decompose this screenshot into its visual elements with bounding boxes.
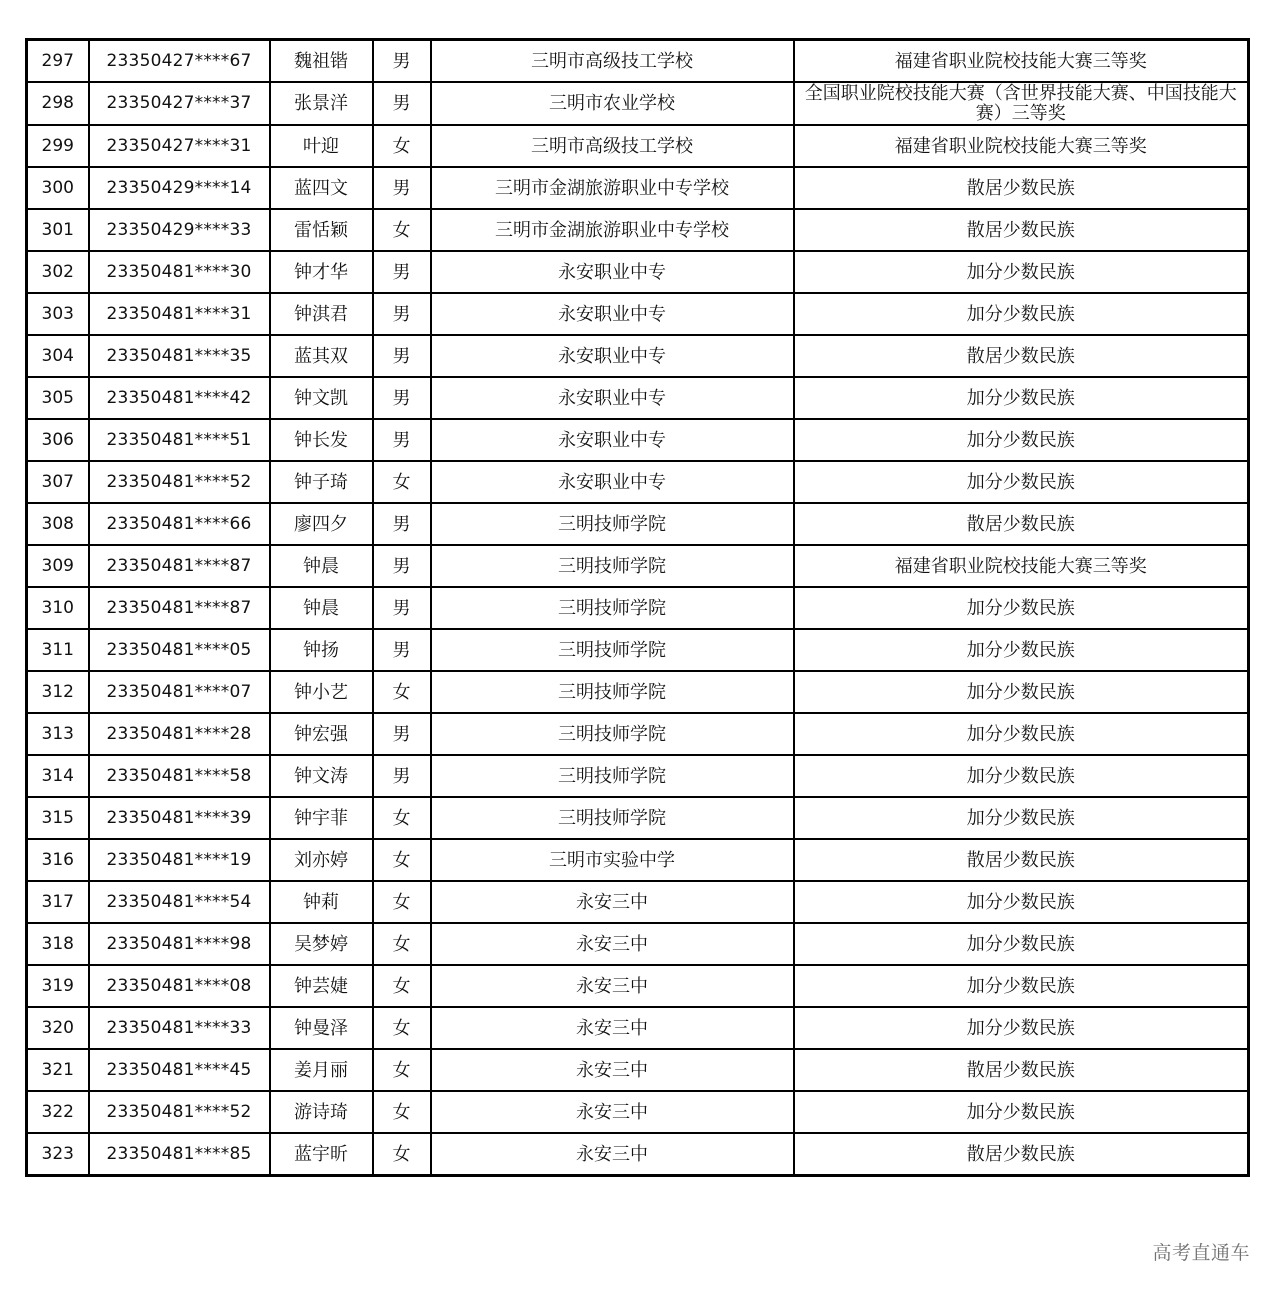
school-cell: 三明技师学院	[431, 671, 794, 713]
student-name-cell: 钟晨	[270, 587, 373, 629]
student-name-cell: 廖四夕	[270, 503, 373, 545]
school-cell: 永安职业中专	[431, 461, 794, 503]
category-cell: 加分少数民族	[794, 461, 1249, 503]
exam-id-cell: 23350481****19	[89, 839, 270, 881]
category-cell: 加分少数民族	[794, 251, 1249, 293]
row-number-cell: 322	[27, 1091, 89, 1133]
exam-id-cell: 23350427****37	[89, 82, 270, 125]
table-row	[27, 671, 1249, 713]
category-cell: 加分少数民族	[794, 1091, 1249, 1133]
student-name-cell: 钟才华	[270, 251, 373, 293]
row-number-cell: 309	[27, 545, 89, 587]
category-cell: 加分少数民族	[794, 713, 1249, 755]
exam-id-cell: 23350481****98	[89, 923, 270, 965]
gender-cell: 女	[373, 1091, 431, 1133]
row-number-cell: 308	[27, 503, 89, 545]
row-number-cell: 299	[27, 125, 89, 167]
school-cell: 永安三中	[431, 923, 794, 965]
exam-id-cell: 23350481****45	[89, 1049, 270, 1091]
table-row	[27, 629, 1249, 671]
row-number-cell: 301	[27, 209, 89, 251]
exam-id-cell: 23350481****52	[89, 461, 270, 503]
exam-id-cell: 23350427****67	[89, 40, 270, 83]
school-cell: 永安三中	[431, 1049, 794, 1091]
table-row	[27, 419, 1249, 461]
category-cell: 散居少数民族	[794, 167, 1249, 209]
gender-cell: 男	[373, 419, 431, 461]
table-row	[27, 1049, 1249, 1091]
exam-id-cell: 23350481****05	[89, 629, 270, 671]
student-name-cell: 钟曼泽	[270, 1007, 373, 1049]
student-name-cell: 钟宇菲	[270, 797, 373, 839]
school-cell: 永安三中	[431, 1007, 794, 1049]
exam-id-cell: 23350481****30	[89, 251, 270, 293]
row-number-cell: 321	[27, 1049, 89, 1091]
row-number-cell: 297	[27, 40, 89, 83]
student-name-cell: 钟长发	[270, 419, 373, 461]
category-cell: 福建省职业院校技能大赛三等奖	[794, 40, 1249, 83]
category-cell: 散居少数民族	[794, 839, 1249, 881]
category-cell: 加分少数民族	[794, 629, 1249, 671]
student-name-cell: 钟扬	[270, 629, 373, 671]
exam-id-cell: 23350427****31	[89, 125, 270, 167]
row-number-cell: 310	[27, 587, 89, 629]
school-cell: 永安三中	[431, 1091, 794, 1133]
student-name-cell: 张景洋	[270, 82, 373, 125]
gender-cell: 女	[373, 1133, 431, 1176]
row-number-cell: 320	[27, 1007, 89, 1049]
category-cell: 散居少数民族	[794, 503, 1249, 545]
gender-cell: 男	[373, 335, 431, 377]
exam-id-cell: 23350481****54	[89, 881, 270, 923]
category-cell: 加分少数民族	[794, 923, 1249, 965]
school-cell: 三明市金湖旅游职业中专学校	[431, 167, 794, 209]
gender-cell: 女	[373, 125, 431, 167]
row-number-cell: 303	[27, 293, 89, 335]
school-cell: 三明市高级技工学校	[431, 125, 794, 167]
row-number-cell: 316	[27, 839, 89, 881]
category-cell: 加分少数民族	[794, 377, 1249, 419]
exam-id-cell: 23350481****31	[89, 293, 270, 335]
row-number-cell: 314	[27, 755, 89, 797]
watermark-text: 高考直通车	[1152, 1242, 1250, 1264]
table-row	[27, 881, 1249, 923]
category-cell: 散居少数民族	[794, 335, 1249, 377]
table-row	[27, 377, 1249, 419]
student-name-cell: 姜月丽	[270, 1049, 373, 1091]
table-row	[27, 503, 1249, 545]
exam-id-cell: 23350481****08	[89, 965, 270, 1007]
row-number-cell: 317	[27, 881, 89, 923]
row-number-cell: 318	[27, 923, 89, 965]
gender-cell: 女	[373, 461, 431, 503]
table-row	[27, 167, 1249, 209]
category-cell: 加分少数民族	[794, 671, 1249, 713]
school-cell: 三明技师学院	[431, 797, 794, 839]
school-cell: 三明技师学院	[431, 545, 794, 587]
table-body	[27, 40, 1249, 1176]
student-name-cell: 钟宏强	[270, 713, 373, 755]
row-number-cell: 302	[27, 251, 89, 293]
gender-cell: 女	[373, 209, 431, 251]
school-cell: 永安职业中专	[431, 377, 794, 419]
student-name-cell: 叶迎	[270, 125, 373, 167]
exam-id-cell: 23350481****07	[89, 671, 270, 713]
table-row	[27, 1091, 1249, 1133]
school-cell: 三明技师学院	[431, 755, 794, 797]
student-name-cell: 钟淇君	[270, 293, 373, 335]
row-number-cell: 307	[27, 461, 89, 503]
exam-id-cell: 23350429****14	[89, 167, 270, 209]
school-cell: 三明市农业学校	[431, 82, 794, 125]
gender-cell: 男	[373, 377, 431, 419]
exam-id-cell: 23350481****33	[89, 1007, 270, 1049]
gender-cell: 男	[373, 629, 431, 671]
category-cell: 加分少数民族	[794, 965, 1249, 1007]
gender-cell: 女	[373, 797, 431, 839]
category-cell: 加分少数民族	[794, 293, 1249, 335]
row-number-cell: 298	[27, 82, 89, 125]
table-row	[27, 1133, 1249, 1176]
row-number-cell: 323	[27, 1133, 89, 1176]
school-cell: 三明技师学院	[431, 713, 794, 755]
exam-id-cell: 23350481****39	[89, 797, 270, 839]
exam-id-cell: 23350481****51	[89, 419, 270, 461]
student-name-cell: 钟子琦	[270, 461, 373, 503]
exam-id-cell: 23350481****85	[89, 1133, 270, 1176]
table-row	[27, 839, 1249, 881]
exam-id-cell: 23350481****35	[89, 335, 270, 377]
exam-id-cell: 23350481****87	[89, 587, 270, 629]
row-number-cell: 315	[27, 797, 89, 839]
table-row	[27, 545, 1249, 587]
gender-cell: 男	[373, 755, 431, 797]
student-name-cell: 钟文涛	[270, 755, 373, 797]
student-name-cell: 蓝宇昕	[270, 1133, 373, 1176]
student-name-cell: 雷恬颖	[270, 209, 373, 251]
row-number-cell: 319	[27, 965, 89, 1007]
category-cell: 全国职业院校技能大赛（含世界技能大赛、中国技能大赛）三等奖	[794, 82, 1249, 125]
gender-cell: 女	[373, 923, 431, 965]
table-row	[27, 461, 1249, 503]
student-name-cell: 蓝其双	[270, 335, 373, 377]
exam-id-cell: 23350481****87	[89, 545, 270, 587]
student-name-cell: 蓝四文	[270, 167, 373, 209]
school-cell: 永安职业中专	[431, 293, 794, 335]
row-number-cell: 304	[27, 335, 89, 377]
category-cell: 加分少数民族	[794, 797, 1249, 839]
exam-id-cell: 23350481****28	[89, 713, 270, 755]
student-name-cell: 吴梦婷	[270, 923, 373, 965]
school-cell: 三明技师学院	[431, 629, 794, 671]
gender-cell: 男	[373, 167, 431, 209]
student-name-cell: 钟文凯	[270, 377, 373, 419]
gender-cell: 女	[373, 881, 431, 923]
row-number-cell: 300	[27, 167, 89, 209]
gender-cell: 女	[373, 671, 431, 713]
row-number-cell: 306	[27, 419, 89, 461]
row-number-cell: 305	[27, 377, 89, 419]
table-row	[27, 797, 1249, 839]
table-row	[27, 587, 1249, 629]
student-name-cell: 钟小艺	[270, 671, 373, 713]
student-name-cell: 钟晨	[270, 545, 373, 587]
table-row	[27, 125, 1249, 167]
gender-cell: 男	[373, 82, 431, 125]
exam-id-cell: 23350481****58	[89, 755, 270, 797]
table-row	[27, 1007, 1249, 1049]
gender-cell: 男	[373, 713, 431, 755]
gender-cell: 男	[373, 545, 431, 587]
gender-cell: 女	[373, 965, 431, 1007]
exam-id-cell: 23350481****52	[89, 1091, 270, 1133]
student-name-cell: 游诗琦	[270, 1091, 373, 1133]
row-number-cell: 313	[27, 713, 89, 755]
school-cell: 永安三中	[431, 1133, 794, 1176]
gender-cell: 女	[373, 839, 431, 881]
table-row	[27, 293, 1249, 335]
table-row	[27, 251, 1249, 293]
school-cell: 三明技师学院	[431, 503, 794, 545]
table-row	[27, 923, 1249, 965]
table-row	[27, 209, 1249, 251]
gender-cell: 女	[373, 1007, 431, 1049]
category-cell: 加分少数民族	[794, 881, 1249, 923]
exam-id-cell: 23350481****66	[89, 503, 270, 545]
school-cell: 永安三中	[431, 965, 794, 1007]
school-cell: 三明市高级技工学校	[431, 40, 794, 83]
row-number-cell: 312	[27, 671, 89, 713]
category-cell: 散居少数民族	[794, 1049, 1249, 1091]
school-cell: 三明市金湖旅游职业中专学校	[431, 209, 794, 251]
gender-cell: 男	[373, 293, 431, 335]
school-cell: 三明技师学院	[431, 587, 794, 629]
student-list-table	[25, 38, 1250, 1177]
student-name-cell: 刘亦婷	[270, 839, 373, 881]
school-cell: 永安职业中专	[431, 251, 794, 293]
table-row	[27, 335, 1249, 377]
category-cell: 福建省职业院校技能大赛三等奖	[794, 545, 1249, 587]
table-row	[27, 755, 1249, 797]
table-row	[27, 713, 1249, 755]
table-row	[27, 965, 1249, 1007]
category-cell: 加分少数民族	[794, 755, 1249, 797]
category-cell: 散居少数民族	[794, 1133, 1249, 1176]
category-cell: 加分少数民族	[794, 587, 1249, 629]
exam-id-cell: 23350481****42	[89, 377, 270, 419]
gender-cell: 男	[373, 251, 431, 293]
gender-cell: 男	[373, 587, 431, 629]
category-cell: 散居少数民族	[794, 209, 1249, 251]
table-row	[27, 40, 1249, 83]
category-cell: 福建省职业院校技能大赛三等奖	[794, 125, 1249, 167]
student-name-cell: 钟芸婕	[270, 965, 373, 1007]
table-row	[27, 82, 1249, 125]
school-cell: 永安三中	[431, 881, 794, 923]
school-cell: 永安职业中专	[431, 419, 794, 461]
exam-id-cell: 23350429****33	[89, 209, 270, 251]
student-name-cell: 钟莉	[270, 881, 373, 923]
gender-cell: 男	[373, 40, 431, 83]
category-cell: 加分少数民族	[794, 1007, 1249, 1049]
category-cell: 加分少数民族	[794, 419, 1249, 461]
gender-cell: 女	[373, 1049, 431, 1091]
student-name-cell: 魏祖锴	[270, 40, 373, 83]
school-cell: 三明市实验中学	[431, 839, 794, 881]
row-number-cell: 311	[27, 629, 89, 671]
gender-cell: 男	[373, 503, 431, 545]
school-cell: 永安职业中专	[431, 335, 794, 377]
